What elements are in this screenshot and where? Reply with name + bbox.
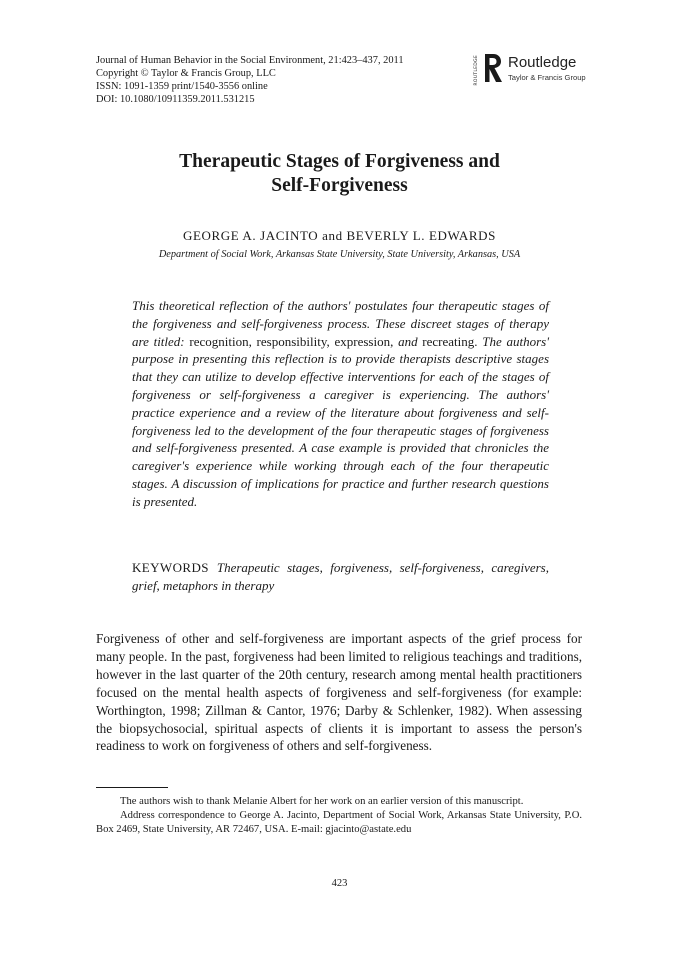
keywords-label: KEYWORDS — [132, 560, 209, 575]
title-line-2: Self-Forgiveness — [271, 175, 408, 196]
abstract — [132, 297, 549, 511]
footnote-divider — [96, 787, 168, 788]
footnote-acknowledgment: The authors wish to thank Melanie Albert for her work on an earlier version of this manuscript. — [120, 796, 524, 807]
journal-citation: Journal of Human Behavior in the Social Environment, 21:423–437, 2011 — [96, 55, 404, 66]
authors: GEORGE A. JACINTO and BEVERLY L. EDWARDS — [182, 228, 497, 243]
logo-subtitle: Taylor & Francis Group — [508, 73, 586, 82]
footnotes — [96, 795, 582, 837]
body-paragraph: Forgiveness of other and self-forgiveness are important aspects of the grief process for many people. In the past, forgiveness had been limited to religious teachings and traditions, however in the last quarter of the 20th century, research among mental health practitioners focused on the mental health aspects of forgiveness and self-forgiveness (for example: Worthington, 1998; Zillman & Cantor, 1976; Darby & Schlenker, 1982). When assessing the biopsychosocial, spiritual aspects of clients it is important to assess the person's readiness to work on forgiveness of others and self-forgiveness. — [96, 631, 582, 754]
footnote-correspondence: Address correspondence to George A. Jacinto, Department of Social Work, Arkansas State University, P.O. Box 2469, State University, AR 72467, USA. E-mail: gjacinto@astate.edu — [96, 810, 582, 835]
keywords-text: Therapeutic stages, forgiveness, self-forgiveness, caregivers, grief, metaphors in therapy — [132, 560, 549, 593]
title-line-1: Therapeutic Stages of Forgiveness and — [179, 151, 500, 172]
affiliation: Department of Social Work, Arkansas State University, State University, Arkansas, USA — [158, 249, 521, 260]
abstract-part-2: The authors' purpose in presenting this reflection is to provide therapists descriptive stages that they can utilize to develop effective interventions for each of the stages of forgiveness or self-forgiveness a caregiver is experiencing. The authors' practice experience and a review of the literature about forgiveness and self-forgiveness led to the development of the four therapeutic stages of forgiveness and self-forgiveness presented. A case example is provided that chronicles the caregiver's experience while working through each of the four therapeutic stages. A discussion of implications for practice and further research questions is presented. — [132, 333, 549, 509]
keywords — [132, 559, 549, 595]
doi-line: DOI: 10.1080/10911359.2011.531215 — [96, 94, 255, 105]
logo-brand: Routledge — [508, 54, 577, 71]
abstract-part-1: This theoretical reflection of the authors' postulates four therapeutic stages of the forgiveness and self-forgiveness process. These discreet stages of therapy are titled: — [132, 298, 549, 349]
article-title — [0, 150, 679, 198]
issn-line: ISSN: 1091-1359 print/1540-3556 online — [96, 81, 268, 92]
journal-header — [96, 54, 476, 106]
logo-vertical-text: ROUTLEDGE — [474, 55, 479, 86]
publisher-logo — [474, 52, 594, 86]
abstract-stages-b: recreating. — [417, 333, 483, 349]
abstract-stages-a: recognition, responsibility, expression, — [184, 333, 399, 349]
abstract-conjunction: and — [398, 333, 418, 349]
page-number: 423 — [331, 878, 348, 889]
copyright-line: Copyright © Taylor & Francis Group, LLC — [96, 68, 276, 79]
routledge-r-icon — [482, 52, 504, 84]
